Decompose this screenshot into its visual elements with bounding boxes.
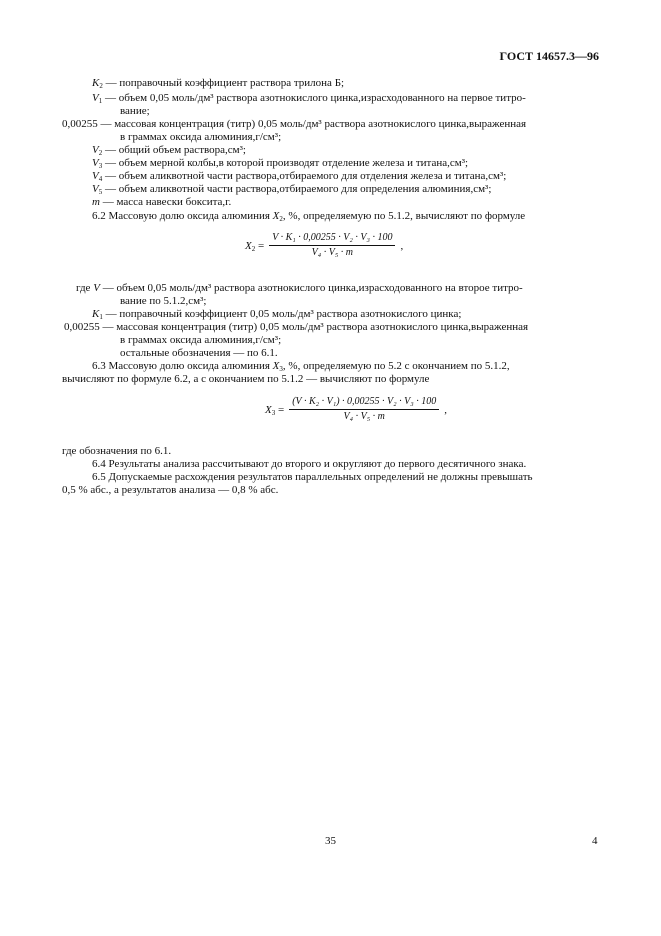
- def2-titr-cont: в граммах оксида алюминия,г/см³;: [120, 334, 282, 346]
- def2-v: где V — объем 0,05 моль/дм³ раствора азотнокислого цинка,израсходованного на второе титро-: [76, 282, 523, 294]
- page-number: 35: [325, 835, 336, 847]
- def-v1-cont: вание;: [120, 105, 150, 117]
- def-v5: $V_5$ — объем аликвотной части раствора,отбираемого для определения алюминия,см³;: [92, 183, 492, 196]
- document-header: ГОСТ 14657.3—96: [499, 49, 599, 63]
- def-v2: $V_2$ — общий объем раствора,см³;: [92, 144, 246, 157]
- def-v4: $V_4$ — объем аликвотной части раствора,отбираемого для отделения железа и титана,см³;: [92, 170, 507, 183]
- def-titr-cont: в граммах оксида алюминия,г/см³;: [120, 131, 282, 143]
- formula-fraction: [269, 232, 395, 259]
- formula-lhs: $X_3$ =: [265, 403, 285, 417]
- formula-lhs: $X_2$ =: [245, 239, 265, 253]
- formula-denominator: V₄ · V₅ · m: [311, 247, 354, 258]
- formula-6-3-note: где обозначения по 6.1.: [62, 445, 172, 457]
- paragraph-6-5-line1: 6.5 Допускаемые расхождения результатов параллельных определений не должны превышать: [92, 471, 533, 483]
- paragraph-6-4: 6.4 Результаты анализа рассчитывают до второго и округляют до первого десятичного знака.: [92, 458, 527, 470]
- def-titr: 0,00255 — массовая концентрация (титр) 0,05 моль/дм³ раствора азотнокислого цинка,выраженная: [62, 118, 527, 130]
- def2-v-cont: вание по 5.1.2,см³;: [120, 295, 207, 307]
- paragraph-6-5-line2: 0,5 % абс., а результатов анализа — 0,8 % абс.: [62, 484, 279, 496]
- def-v3: $V_3$ — объем мерной колбы,в которой производят отделение железа и титана,см³;: [92, 157, 469, 170]
- formula-fraction: [289, 396, 439, 423]
- paragraph-6-2: 6.2 Массовую долю оксида алюминия $X_2$, %, определяемую по 5.1.2, вычисляют по формуле: [92, 210, 526, 223]
- sheet-number: 4: [592, 835, 598, 847]
- formula-denominator: V₄ · V₅ · m: [343, 411, 385, 422]
- def-v1: $V_1$ — объем 0,05 моль/дм³ раствора азотнокислого цинка,израсходованного на первое титро-: [92, 92, 526, 105]
- formula-numerator: V · K₁ · 0,00255 · V₂ · V₃ · 100: [269, 232, 395, 246]
- def2-k1: $K_1$ — поправочный коэффициент 0,05 моль/дм³ раствора азотнокислого цинка;: [92, 308, 462, 321]
- def-k2: $K_2$ — поправочный коэффициент раствора трилона Б;: [92, 77, 345, 90]
- def2-titr: 0,00255 — массовая концентрация (титр) 0,05 моль/дм³ раствора азотнокислого цинка,выраженная: [64, 321, 529, 333]
- formula-numerator: (V · K₂ · V₁) · 0,00255 · V₂ · V₃ · 100: [289, 396, 439, 410]
- formula-6-3: $X_3$ = $\frac{\text{(V · K₂ · V₁) · 0,00255 · V₂ · V₃ · 100}}{\text{V₄ · V₅ · m}}$ ,: [265, 396, 447, 422]
- paragraph-6-3-line1: 6.3 Массовую долю оксида алюминия $X_3$, %, определяемую по 5.2 с окончанием по 5.1.2,: [92, 360, 510, 373]
- formula-6-2: $X_2$ = $\frac{\text{V · K₁ · 0,00255 · V₂ · V₃ · 100}}{\text{V₄ · V₅ · m}}$ ,: [245, 232, 404, 258]
- def2-other: остальные обозначения — по 6.1.: [120, 347, 278, 359]
- paragraph-6-3-line2: вычисляют по формуле 6.2, а с окончанием по 5.1.2 — вычисляют по формуле: [62, 373, 430, 385]
- def-m: m — масса навески боксита,г.: [92, 196, 232, 208]
